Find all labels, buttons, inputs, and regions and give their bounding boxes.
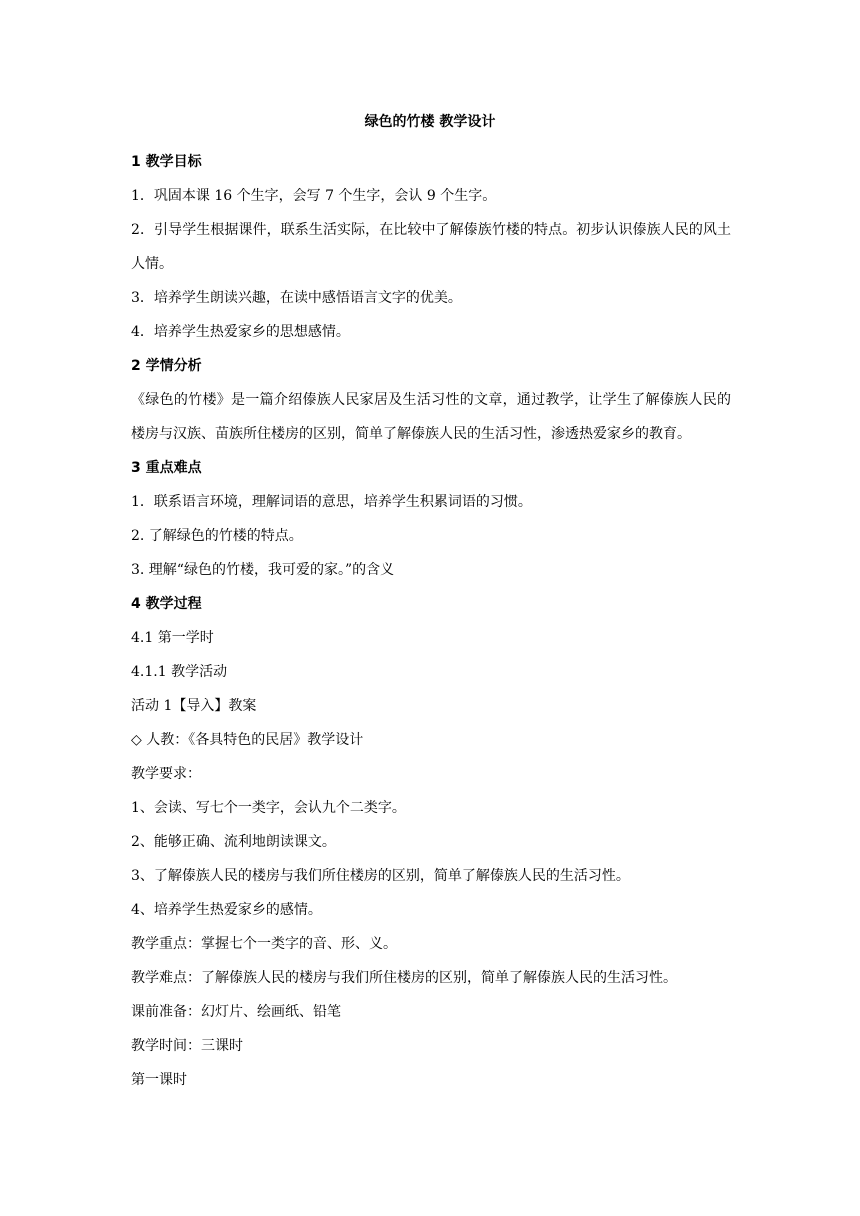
- paragraph: 课前准备：幻灯片、绘画纸、铅笔: [131, 1004, 341, 1020]
- paragraph: 2、能够正确、流利地朗读课文。: [131, 834, 336, 850]
- paragraph: 2．引导学生根据课件，联系生活实际，在比较中了解傣族竹楼的特点。初步认识傣族人民的风土人情。: [131, 222, 731, 272]
- paragraph: ◇ 人教：《各具特色的民居》教学设计: [131, 732, 364, 748]
- section-heading: 3 重点难点: [131, 460, 202, 476]
- paragraph: 教学时间：三课时: [131, 1038, 243, 1054]
- document-body: [131, 145, 731, 1097]
- paragraph: 1．联系语言环境，理解词语的意思，培养学生积累词语的习惯。: [131, 494, 532, 510]
- paragraph: 4.1.1 教学活动: [131, 664, 228, 680]
- section-heading: 2 学情分析: [131, 358, 202, 374]
- section-heading: 4 教学过程: [131, 596, 202, 612]
- paragraph: 教学重点：掌握七个一类字的音、形、义。: [131, 936, 397, 952]
- paragraph: 教学要求：: [131, 766, 201, 782]
- paragraph: 4、培养学生热爱家乡的感情。: [131, 902, 322, 918]
- paragraph: 3. 理解“绿色的竹楼，我可爱的家。”的含义: [131, 562, 395, 578]
- paragraph: 《绿色的竹楼》是一篇介绍傣族人民家居及生活习性的文章，通过教学，让学生了解傣族人民的楼房与汉族、苗族所住楼房的区别，简单了解傣族人民的生活习性，渗透热爱家乡的教育。: [131, 392, 731, 442]
- paragraph: 2. 了解绿色的竹楼的特点。: [131, 528, 303, 544]
- paragraph: 1、会读、写七个一类字，会认九个二类字。: [131, 800, 406, 816]
- paragraph: 4．培养学生热爱家乡的思想感情。: [131, 324, 350, 340]
- paragraph: 1．巩固本课 16 个生字，会写 7 个生字，会认 9 个生字。: [131, 188, 497, 204]
- paragraph: 教学难点：了解傣族人民的楼房与我们所住楼房的区别，简单了解傣族人民的生活习性。: [131, 970, 677, 986]
- paragraph: 3、了解傣族人民的楼房与我们所住楼房的区别，简单了解傣族人民的生活习性。: [131, 868, 630, 884]
- paragraph: 3．培养学生朗读兴趣，在读中感悟语言文字的优美。: [131, 290, 462, 306]
- paragraph: 活动 1【导入】教案: [131, 698, 257, 714]
- section-heading: 1 教学目标: [131, 154, 202, 170]
- document-title: 绿色的竹楼 教学设计: [364, 114, 496, 130]
- paragraph: 4.1 第一学时: [131, 630, 214, 646]
- paragraph: 第一课时: [131, 1072, 187, 1088]
